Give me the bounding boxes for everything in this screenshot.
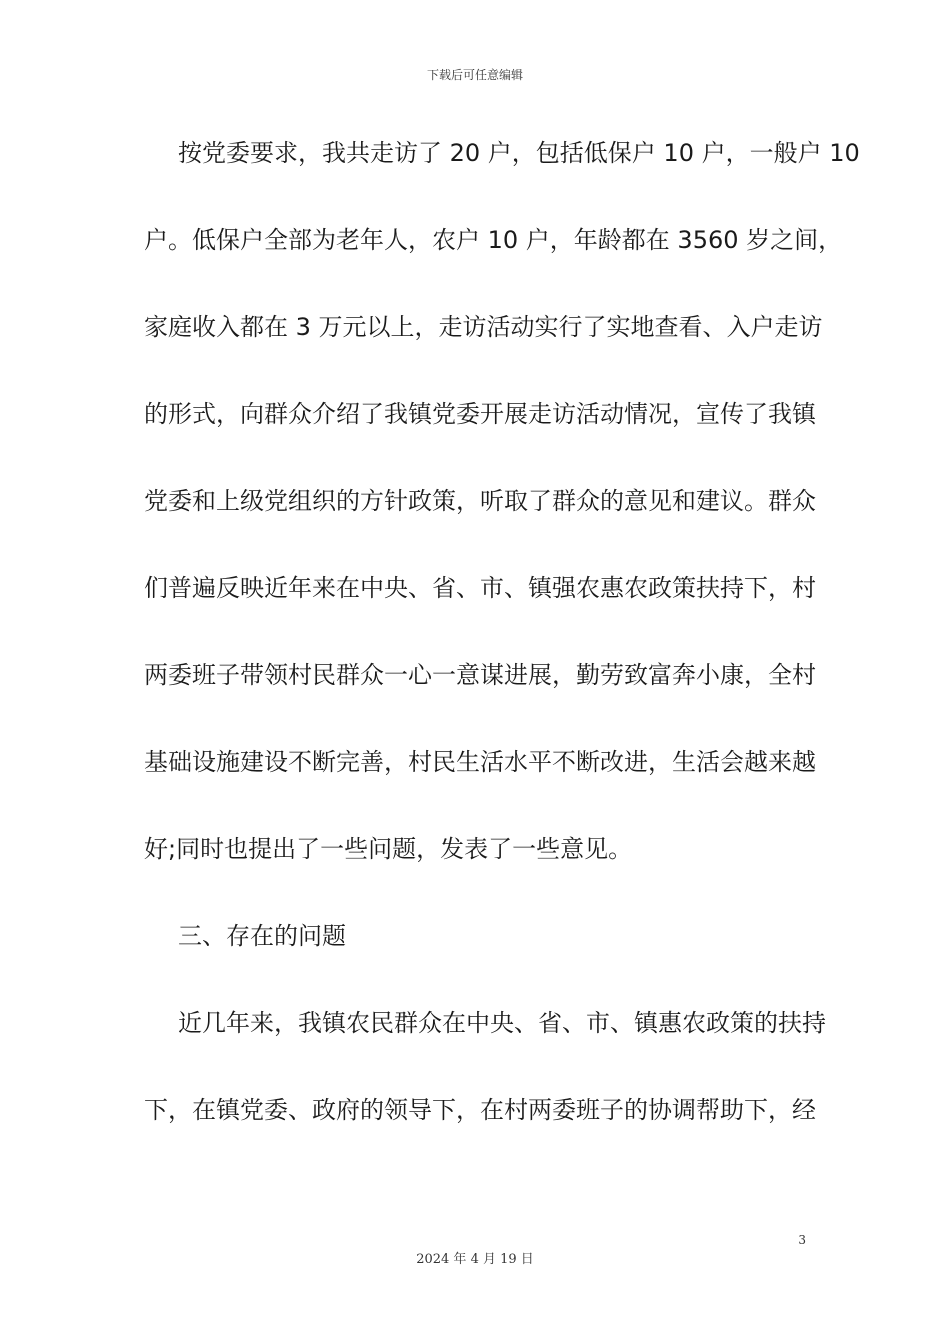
paragraph-line: 好;同时也提出了一些问题，发表了一些意见。: [144, 835, 633, 863]
paragraph-line: 们普遍反映近年来在中央、省、市、镇强农惠农政策扶持下，村: [144, 574, 816, 602]
paragraph-line: 近几年来，我镇农民群众在中央、省、市、镇惠农政策的扶持: [178, 1009, 826, 1037]
paragraph-line: 的形式，向群众介绍了我镇党委开展走访活动情况，宣传了我镇: [144, 400, 816, 428]
paragraph-line: 两委班子带领村民群众一心一意谋进展，勤劳致富奔小康，全村: [144, 661, 816, 689]
paragraph-line: 党委和上级党组织的方针政策，听取了群众的意见和建议。群众: [144, 487, 816, 515]
paragraph-line: 下，在镇党委、政府的领导下，在村两委班子的协调帮助下，经: [144, 1096, 816, 1124]
section-heading: 三、存在的问题: [178, 922, 346, 950]
paragraph-line: 基础设施建设不断完善，村民生活水平不断改进，生活会越来越: [144, 748, 816, 776]
paragraph-line: 按党委要求，我共走访了 20 户，包括低保户 10 户，一般户 10: [178, 139, 860, 167]
paragraph-line: 家庭收入都在 3 万元以上，走访活动实行了实地查看、入户走访: [144, 313, 823, 341]
document-body: [144, 132, 860, 1176]
page-header: 下载后可任意编辑: [426, 68, 523, 82]
paragraph-line: 户。低保户全部为老年人，农户 10 户，年龄都在 3560 岁之间，: [144, 226, 843, 254]
page-number: 3: [798, 1233, 806, 1247]
footer-date: 2024 年 4 月 19 日: [416, 1252, 534, 1267]
